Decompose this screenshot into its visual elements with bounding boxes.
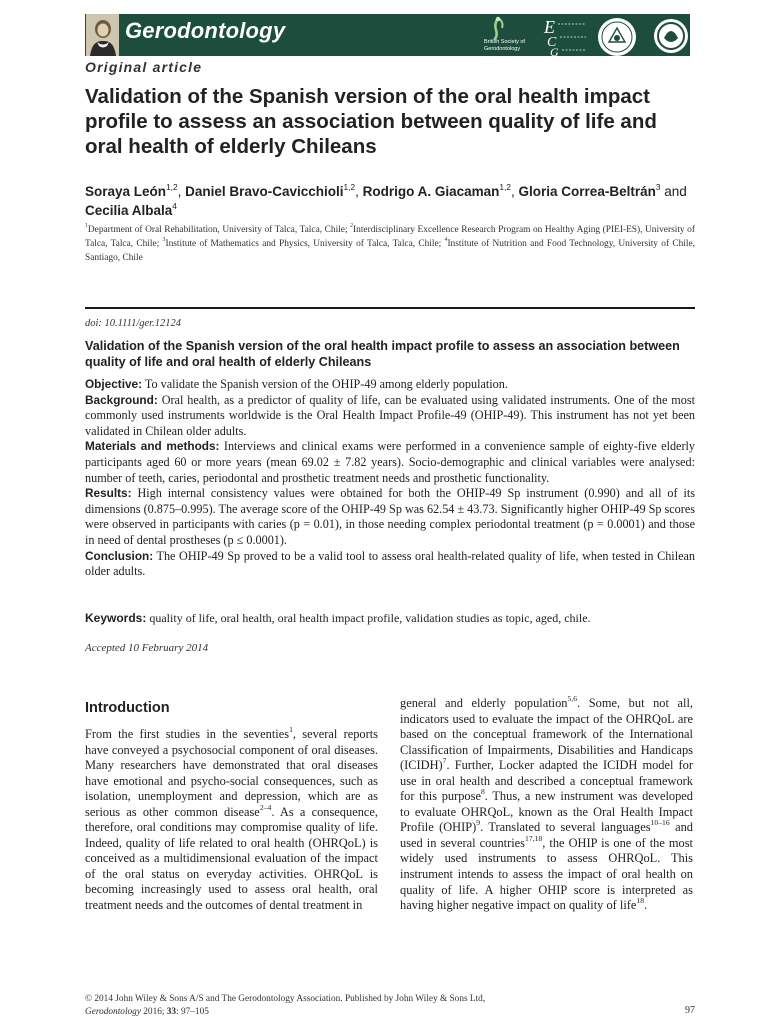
affiliation-number: 1: [85, 223, 88, 230]
svg-text:C: C: [547, 35, 557, 50]
affiliation-number: 4: [444, 237, 448, 244]
author-separator: ,: [177, 184, 186, 199]
body-text: . Further, Locker adapted the ICIDH model for use in oral health and described a conceptual framework for this purpose: [400, 758, 693, 804]
citation-pages: : 97–105: [176, 1006, 209, 1017]
abstract-title: Validation of the Spanish version of the oral health impact profile to assess an association between quality of life and oral health of elderly Chileans: [85, 339, 680, 369]
keywords-label: Keywords:: [85, 611, 147, 625]
abstract-section-label: Objective:: [85, 377, 143, 391]
introduction-heading: Introduction: [85, 700, 170, 716]
body-text: , several reports have conveyed a psychosocial component of oral diseases. Many researchers have demonstrated that oral diseases have emotional and psycho-social consequences, such as isolation, unemployment and depression, which are as serious as other common disease: [85, 727, 378, 819]
svg-text:E: E: [544, 17, 555, 37]
gerodontology-association-logo: [653, 16, 689, 56]
citation-journal: Gerodontology: [85, 1006, 141, 1017]
author-name: Gloria Correa-Beltrán: [518, 184, 656, 199]
abstract-section: [85, 393, 695, 440]
abstract-section-text: Oral health, as a predictor of quality of life, can be evaluated using validated instruments. One of the most commonly used instruments worldwide is the Oral Health Impact Profile-49 (OHIP-49). This instrument has not yet been validated in Chilean older adults.: [85, 392, 695, 438]
citation-reference: 9: [476, 818, 481, 828]
bsg-logo-line1: British Society of: [484, 39, 525, 45]
abstract-section: [85, 549, 695, 580]
abstract-section-text: To validate the Spanish version of the OHIP-49 among elderly population.: [142, 377, 508, 391]
ecg-logo: [542, 16, 590, 56]
affiliations: [85, 223, 695, 265]
body-text: From the first studies in the seventies: [85, 727, 290, 741]
citation-reference: 1: [289, 725, 293, 735]
author-affiliation-mark: 3: [655, 181, 661, 192]
citation-reference: 5,6: [567, 694, 578, 704]
body-text: general and elderly population: [400, 696, 568, 710]
abstract-section-text: Interviews and clinical exams were performed in a convenience sample of eighty-five elderly participants aged 60 or more years (mean 69.02 ± 7.82 years). Socio-demographic and clinical variables were analysed: number of teeth, caries, periodontal and prosthetic treatment needs and prosthetic functionality.: [85, 439, 695, 485]
author-list: [85, 182, 695, 220]
article-title: Validation of the Spanish version of the oral health impact profile to assess an association between quality of life and oral health of elderly Chileans: [85, 85, 657, 158]
article-type: Original article: [85, 59, 203, 75]
citation-year: 2016;: [140, 1006, 167, 1017]
svg-text:G: G: [550, 45, 559, 56]
body-text: .: [644, 898, 648, 913]
body-text: . Some, but not all, indicators used to evaluate the impact of the OHRQoL are based on the conceptual framework of the International Classification of Impairments, Disabilities and Handicaps (ICIDH): [400, 696, 693, 773]
abstract-section-label: Conclusion:: [85, 548, 154, 563]
introduction-left-column: [85, 727, 378, 914]
author-affiliation-mark: 4: [172, 200, 177, 211]
keywords: [85, 611, 695, 626]
body-text: . Translated to several languages: [480, 820, 651, 835]
affiliation-text: Department of Oral Rehabilitation, University of Talca, Talca, Chile;: [87, 225, 351, 235]
keywords-text: quality of life, oral health, oral health impact profile, validation studies as topic, aged, chile.: [149, 611, 591, 625]
accepted-date: Accepted 10 February 2014: [85, 642, 209, 654]
introduction-right-column: [400, 696, 693, 914]
section-divider: [85, 307, 695, 309]
citation-reference: 10–16: [650, 818, 670, 828]
journal-name: Gerodontology: [125, 18, 286, 43]
affiliation-text: Institute of Mathematics and Physics, University of Talca, Talca, Chile;: [165, 239, 445, 249]
author-name: Soraya León: [85, 184, 167, 199]
abstract-section: [85, 439, 695, 486]
body-text: . As a consequence, therefore, oral conditions may compromise quality of life. Indeed, quality of life related to oral health (OHRQoL) is conceived as a multidimensional evaluation of the impact of the oral status on everyday activities. OHRQoL is becoming increasingly used to assess oral health, oral treatment needs and the outcomes of dental treatment in: [85, 804, 378, 913]
citation-volume: 33: [166, 1006, 177, 1017]
author-affiliation-mark: 1,2: [166, 181, 178, 192]
affiliation-number: 3: [162, 237, 166, 244]
citation-reference: 8: [480, 787, 485, 797]
journal-portrait-logo: [86, 14, 119, 56]
doi-link[interactable]: doi: 10.1111/ger.12124: [85, 318, 181, 329]
abstract-section: [85, 486, 695, 548]
abstract-section-label: Background:: [85, 392, 158, 407]
abstract-body: [85, 377, 695, 580]
bsg-logo-line2: Gerodontology: [484, 45, 521, 52]
copyright-notice: © 2014 John Wiley & Sons A/S and The Gerodontology Association. Published by John Wiley & Sons Ltd,: [85, 994, 486, 1004]
affiliation-text: Interdisciplinary Excellence Research Program on Healthy Aging (PIEI-ES), University of Talca, Talca, Chile;: [85, 225, 695, 249]
author-name: Rodrigo A. Giacaman: [362, 184, 500, 199]
author-separator: ,: [511, 184, 519, 199]
page-footer: [85, 993, 695, 1018]
author-separator: ,: [355, 184, 363, 199]
citation: [85, 1006, 695, 1019]
abstract-section-label: Materials and methods:: [85, 439, 220, 454]
body-text: , the OHIP is one of the most widely used instruments to assess OHRQoL. This instrument intends to assess the impact of oral health on quality of life. A higher OHIP score is interpreted as having higher negative impact on quality of life: [400, 835, 693, 913]
citation-reference: 2–4: [259, 802, 272, 812]
author-separator: and: [660, 184, 687, 199]
association-seal-logo: [596, 16, 638, 58]
citation-reference: 18: [636, 896, 645, 906]
affiliation-text: Institute of Nutrition and Food Technology, University of Chile, Santiago, Chile: [85, 239, 695, 263]
citation-reference: 17,18: [525, 834, 543, 844]
body-text: . Thus, a new instrument was developed to evaluate OHRQoL, known as the Oral Health Impact Profile (OHIP): [400, 789, 693, 835]
bsg-logo-text: [484, 39, 525, 52]
author-name: Daniel Bravo-Cavicchioli: [185, 184, 344, 199]
abstract-section: [85, 377, 695, 393]
abstract-section-label: Results:: [85, 486, 132, 501]
affiliation-number: 2: [350, 223, 354, 230]
author-affiliation-mark: 1,2: [499, 181, 512, 192]
body-text: and used in several countries: [400, 820, 693, 850]
abstract-section-text: The OHIP-49 Sp proved to be a valid tool to assess oral health-related quality of life, when tested in Chilean older adults.: [85, 548, 695, 579]
author-affiliation-mark: 1,2: [343, 181, 356, 192]
author-name: Cecilia Albala: [85, 203, 173, 218]
citation-reference: 7: [442, 756, 447, 766]
abstract-section-text: High internal consistency values were obtained for both the OHIP-49 Sp instrument (0.990) and all of its dimensions (0.875–0.995). The average score of the OHIP-49 Sp was 62.54 ± 43.73. Significantly higher OHIP-49 Sp scores were observed in participants with caries (p = 0.01), in those needing complex periodontal treatment (p = 0.0001) and those in need of dental prostheses (p ≤ 0.0001).: [85, 486, 695, 547]
page-number: 97: [685, 1005, 695, 1016]
